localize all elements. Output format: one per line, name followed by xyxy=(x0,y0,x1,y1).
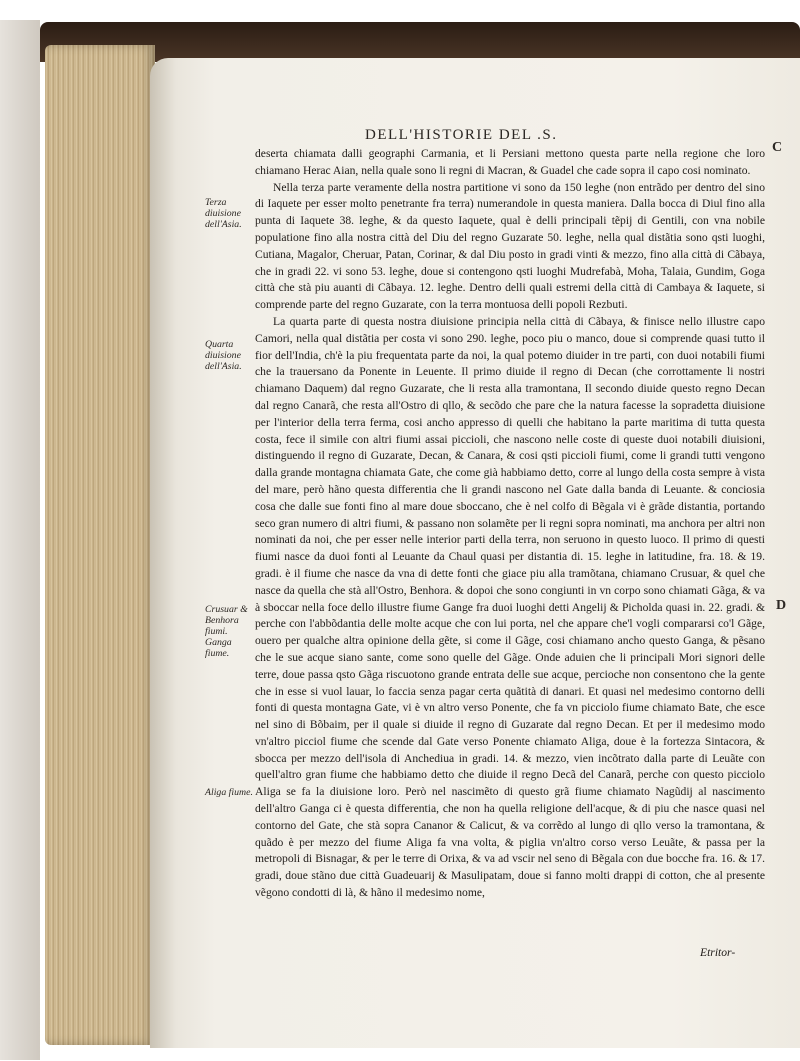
margin-letter: D xyxy=(776,598,787,613)
paragraph: La quarta parte di questa nostra diuisione principia nella città di Cãbaya, & finisce nello illustre capo Camori, nella qual distãtia per costa vi sono 290. leghe, poco piu o manco, doue si comprende quasi tutto il fior dell'India, ch'è la piu frequentata parte da noi, la qual potemo diuider in tre parti, con duoi notabili fiumi che la trauersano da Ponente in Leuente. Il primo diuide il regno di Decan (che corrottamente li nostri chiamano Daquem) dal regno Guzarate, che li resta alla tramontana, Il secondo diuide questo regno Decan dal regno Canarã, che resta all'Ostro di qllo, & secõdo che pare che la natura facesse la sopradetta diuisione per l'interior della terra ferma, cosi ancho appresso di quelli che habitano la parte maritima di tutta questa costa, fece il simile con altri fiumi assai piccioli, che nascono nelle coste di queste duoi notabili diuisioni, distinguendo il regno di Guzarate, Decan, & Canara, & cosi qsti piccioli fiumi, come li grandi tutti vengono dalla grande montagna chiamata Gate, che come già habbiamo detto, corre al lungo della costa sempre à vista del mare, però hãno questa differentia che li grandi nascono nel Gate dalla banda di Leuante. & conciosia cosa che dalle sue fonti fino al mare doue sboccano, che è nel colfo di Bẽgala vi è grãde distantia, portando seco gran numero di altri fiumi, & passano non solamẽte per li regni sopra nominati, ma anchora per altri non nominati da noi, che per esser nelle interior parti della terra, non seruono in questo luoco. Il primo di questi fiumi nasce da duoi fonti al Leuante da Chaul quasi per distantia di. 15. leghe in latitudine, fra. 18. & 19. gradi. è il fiume che nasce da vna di dette fonti che giace piu alla tramõtana, chiamano Crusuar, & quel che nasce da quella che stà all'Ostro, Benhora. & dopoi che sono congiunti in vn corpo sono chiamati Gãga, & va à sboccar nella foce dello illustre fiume Gange fra duoi luoghi detti Angelij & Picholda quasi in. 22. gradi. & perche con l'abbõdantia delle molte acque che con lui porta, nel che appare che'l vogli compararsi co'l Gãge, ouero per qualche altra opinione della gẽte, si come il Gãge, cosi chiamano ancho questo Ganga, & pẽsano che le sue acque siano sante, come sono quelle del Gãge. Onde aduien che li principali Mori signori delle terre, doue passa qsto Gãga riscuotono grande entrata delle sue acque, percioche non consentono che la gente che in esse si vuol lauar, lo faccia senza pagar certa quãtità di danari. Et quasi nel medesimo contorno delli fonti di questa montagna Gate, vi è vn altro verso Ponente, che fa vn picciolo fiume chiamato Bate, che esce nel sino di Bõbaim, per il quale si diuide il regno di Guzarate dal regno Decan. Et per il medesimo modo vn'altro picciol fiume che scende dal Gate verso Ponente chiamato Aliga, doue è la fortezza Sintacora, & sbocca per mezzo dell'isola di Anchediua in gradi. 14. & mezzo, vien incõtrato dalla parte di Leuãte con quell'altro gran fiume che habbiamo detto che diuide il regno Decã del Canarã, perche con questo picciolo Aliga se fa la diuisione loro. Però nel nascimẽto di questo grã fiume chiamato Nagũdij al nascimento dell'altro Ganga ci è questa differentia, che non ha quella religione dell'acque, & di piu che nasce quasi nel contorno del Gate, che stà sopra Cananor & Calicut, & va corrẽdo al lungo di qllo verso la tramontana, & quãdo è per mezzo del fiume Aliga fa vna volta, & piglia vn'altro corso verso Leuãte, & passa per la metropoli di Bisnagar, & per le terre di Orixa, & va ad vscir nel seno di Bẽgala con due bocche fra. 16. & 17. gradi, doue stãno due città Guadeuarij & Masulipatam, doue si fanno molti drappi di cotton, che al presente vẽgono condotti di là, & hãno il medesimo nome, xyxy=(255,314,765,900)
margin-note: Crusuar & Benhora fiumi. Ganga fiume. xyxy=(205,604,248,659)
book-spine xyxy=(0,20,40,1060)
margin-note: Terza diuisione dell'Asia. xyxy=(205,197,242,230)
paragraph: deserta chiamata dalli geographi Carmania, et li Persiani mettono questa parte nella regione che loro chiamano Herac Aian, nella quale sono li regni di Macran, & Guadel che cade sopra il capo cosi nominato. xyxy=(255,147,765,177)
margin-letter: C xyxy=(772,140,783,155)
body-text xyxy=(255,146,765,902)
running-header: DELL'HISTORIE DEL .S. xyxy=(365,127,558,143)
margin-note: Aliga fiume. xyxy=(205,787,253,798)
paragraph: Nella terza parte veramente della nostra partitione vi sono da 150 leghe (non entrãdo per dentro del sino di Iaquete per esser molto penetrante fra terra) numerandole in questa maniera. Dalla bocca di Diul fino alla punta di Iaquete 38. leghe, & da questo Iaquete, qual è delli principali tẽpij di Gentili, con vna nobile populatione fino alla nostra città del Diu del regno Guzarate 50. leghe, nella qual distãtia sono qsti luoghi, Cutiana, Magalor, Cheruar, Patan, Corinar, & dal Diu posto in gradi vinti & mezzo, fino alla città di Cãbaya, che in gradi 22. vi sono 53. leghe, doue si contengono qsti luoghi Mudrefabà, Moha, Talaia, Gundim, Goga città che stà piu auanti di Cãbaya. 12. leghe. Dentro delli quali estremi della città di Cambaya & Iaquete, si comprende parte del regno Guzarate, con la terra montuosa delli popoli Rezbuti. xyxy=(255,180,765,312)
page-edges xyxy=(45,45,155,1045)
margin-note: Quarta diuisione dell'Asia. xyxy=(205,339,242,372)
catchword: Etritor- xyxy=(700,946,736,959)
